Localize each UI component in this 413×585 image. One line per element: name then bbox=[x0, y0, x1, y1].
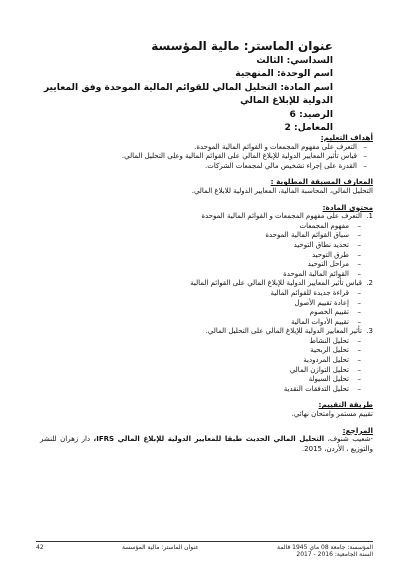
credit-line: الرصيد: 6 bbox=[289, 108, 333, 120]
section-1-items bbox=[40, 222, 373, 280]
contents-title: محتوى المادة: bbox=[322, 202, 373, 212]
objective-item: – القدرة على إجراء تشخيص مالي لمجمعات الشركات. bbox=[40, 162, 363, 172]
coefficient-line: المعامل: 2 bbox=[284, 122, 333, 133]
list-item: – تحديد نطاق التوحيد bbox=[40, 241, 355, 251]
objective-item: – قياس تأثير المعايير الدولية للإبلاغ المالي على القوائم المالية وعلى التحليل المالي. bbox=[40, 152, 363, 162]
master-title: عنوان الماستر: مالية المؤسسة bbox=[151, 39, 333, 53]
list-item: – قراءة جديدة للقوائم المالية bbox=[40, 289, 355, 299]
list-item: – مفهوم المجمعات bbox=[40, 222, 355, 232]
section-label: تأثير المعايير الدولية للإبلاغ المالي على التحليل المالي. bbox=[205, 327, 362, 336]
objectives-title: أهداف التعليم: bbox=[320, 133, 373, 142]
section-number: 1. bbox=[366, 212, 373, 221]
reference-book: التحليل المالي الحديث طبقا للمعايير الدولية للإبلاغ المالي IFRS، bbox=[93, 435, 325, 444]
content-section-3 bbox=[40, 327, 373, 337]
list-item: – تقييم الأدوات المالية bbox=[40, 318, 355, 328]
reference-author: -شعيب شنوف، bbox=[327, 435, 373, 444]
section-2-items bbox=[40, 289, 373, 327]
semester-line: السداسي: الثالث bbox=[256, 54, 333, 66]
list-item: – تقييم الخصوم bbox=[40, 308, 355, 318]
list-item: – تحليل السيولة bbox=[40, 375, 355, 385]
references-title: المراجع: bbox=[342, 425, 373, 435]
list-item: – تحليل التوازن المالي bbox=[40, 366, 355, 376]
reference-publisher: دار زهران للنشر والتوزيع ، الأردن، 2015. bbox=[40, 435, 373, 453]
section-number: 3. bbox=[366, 327, 373, 336]
list-item: – إعادة تقييم الأصول bbox=[40, 299, 355, 309]
objectives-list bbox=[40, 143, 373, 172]
section-label: قياس تأثير المعايير الدولية للإبلاغ المالي على القوائم المالية bbox=[190, 279, 362, 288]
page-number: 42 bbox=[36, 544, 44, 551]
footer-academic-year: السنة الجامعية: 2016 - 2017 bbox=[296, 551, 373, 558]
evaluation-text: تقييم مستمر وامتحان نهائي. bbox=[291, 410, 373, 419]
evaluation-title: طريقة التقييم: bbox=[318, 400, 373, 410]
course-header bbox=[33, 40, 333, 135]
subject-line: اسم المادة: التحليل المالي للقوائم المالية الموحدة وفق المعايير الدولية للإبلاغ المالي bbox=[43, 81, 333, 106]
course-content bbox=[40, 127, 373, 454]
prerequisites-title: المعارف المسبقة المطلوبة : bbox=[270, 177, 373, 187]
list-item: – سياق القوائم المالية الموحدة bbox=[40, 231, 355, 241]
list-item: – طرق التوحيد bbox=[40, 251, 355, 261]
section-label: التعرف على مفهوم المجمعات و القوائم المالية الموحدة bbox=[201, 212, 362, 221]
section-number: 2. bbox=[366, 279, 373, 288]
footer-institution: المؤسسة: جامعة 08 ماي 1945 قالمة bbox=[277, 544, 373, 551]
objective-item: – التعرف على مفهوم المجمعات و القوائم المالية الموحدة. bbox=[40, 143, 363, 153]
list-item: – مراحل التوحيد bbox=[40, 260, 355, 270]
content-section-2 bbox=[40, 279, 373, 289]
list-item: – القوائم المالية الموحدة bbox=[40, 270, 355, 280]
list-item: – تحليل النشاط bbox=[40, 337, 355, 347]
footer-master-title: عنوان الماستر: مالية المؤسسة bbox=[121, 544, 199, 551]
list-item: – تحليل الربحية bbox=[40, 346, 355, 356]
unit-line: اسم الوحدة: المنهجية bbox=[235, 68, 333, 79]
page-footer bbox=[36, 541, 373, 558]
section-3-items bbox=[40, 337, 373, 395]
content-section-1 bbox=[40, 212, 373, 222]
list-item: – تحليل المردودية bbox=[40, 356, 355, 366]
list-item: – تحليل التدفقات النقدية bbox=[40, 385, 355, 395]
prerequisites-text: التحليل المالي، المحاسبة المالية، المعايير الدولية للابلاغ المالي. bbox=[191, 186, 373, 195]
reference-entry bbox=[40, 435, 373, 454]
